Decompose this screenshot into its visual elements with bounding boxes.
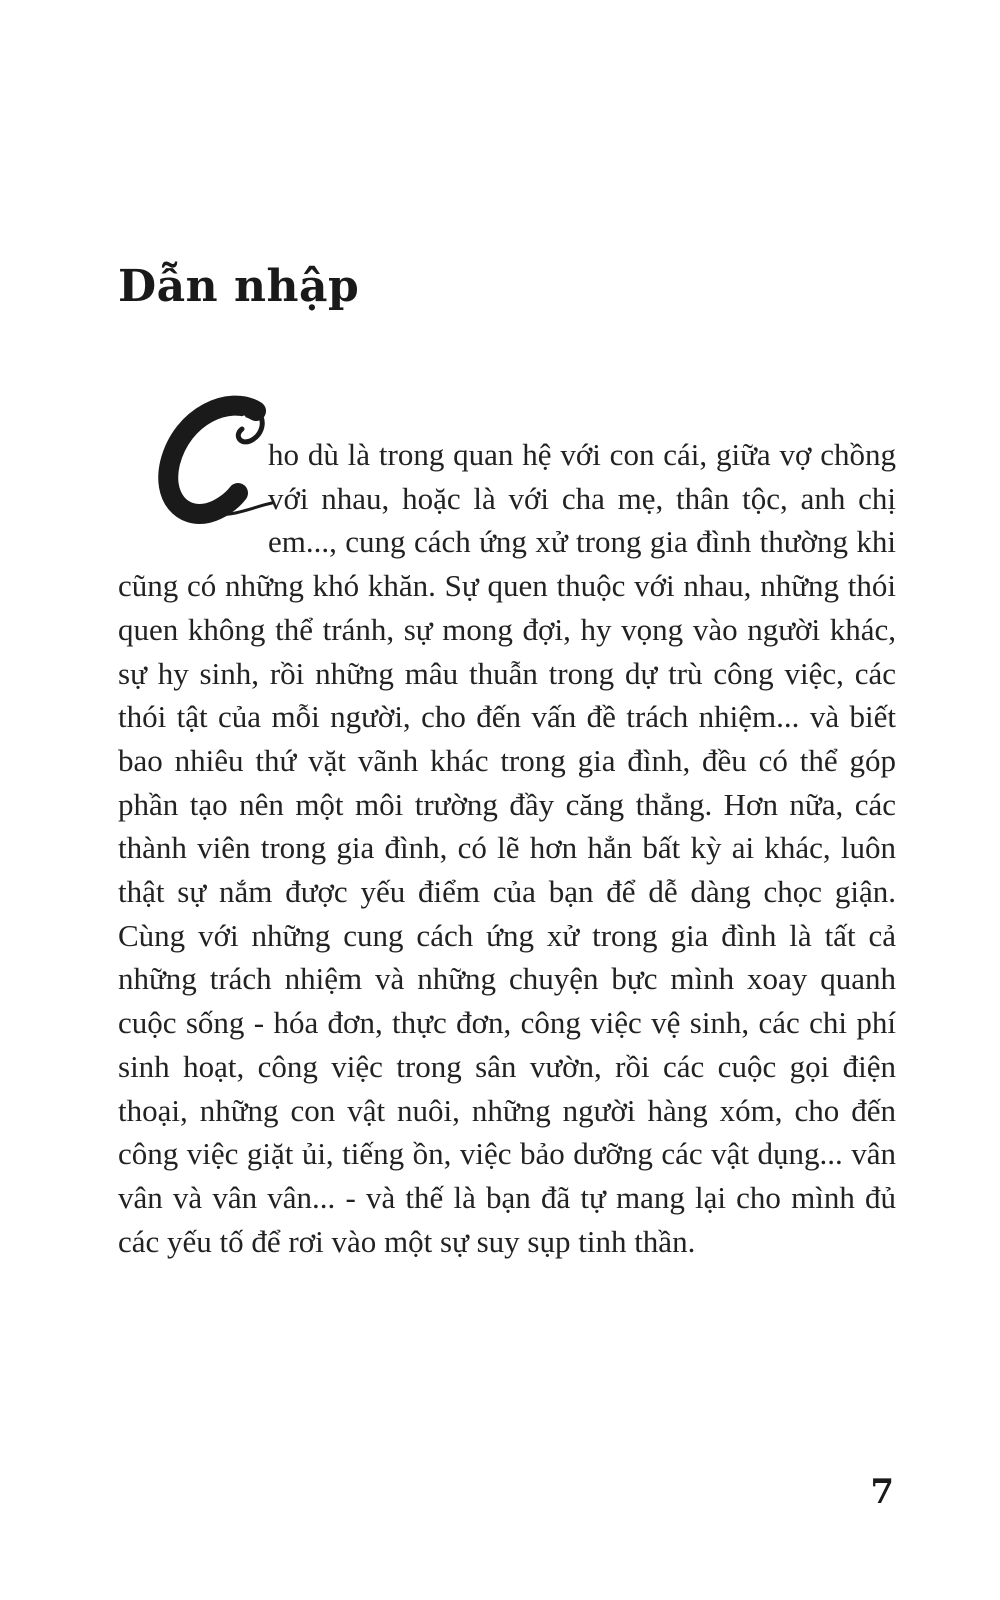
page-number: 7 [870, 1472, 894, 1512]
chapter-body [118, 433, 896, 1263]
drop-cap [118, 433, 268, 533]
chapter-title: Dẫn nhập [118, 261, 360, 312]
drop-cap-c-glyph [160, 401, 272, 529]
chapter-body-text: ho dù là trong quan hệ với con cái, giữa vợ chồng với nhau, hoặc là với cha mẹ, thân tộc, anh chị em..., cung cách ứng xử trong gia đình thường khi cũng có những khó khăn. Sự quen thuộc với nhau, những thói quen không thể tránh, sự mong đợi, hy vọng vào người khác, sự hy sinh, rồi những mâu thuẫn trong dự trù công việc, các thói tật của mỗi người, cho đến vấn đề trách nhiệm... và biết bao nhiêu thứ vặt vãnh khác trong gia đình, đều có thể góp phần tạo nên một môi trường đầy căng thẳng. Hơn nữa, các thành viên trong gia đình, có lẽ hơn hẳn bất kỳ ai khác, luôn thật sự nắm được yếu điểm của bạn để dễ dàng chọc giận. Cùng với những cung cách ứng xử trong gia đình là tất cả những trách nhiệm và những chuyện bực mình xoay quanh cuộc sống - hóa đơn, thực đơn, công việc vệ sinh, các chi phí sinh hoạt, công việc trong sân vườn, rồi các cuộc gọi điện thoại, những con vật nuôi, những người hàng xóm, cho đến công việc giặt ủi, tiếng ồn, việc bảo dưỡng các vật dụng... vân vân và vân vân... - và thế là bạn đã tự mang lại cho mình đủ các yếu tố để rơi vào một sự suy sụp tinh thần. [118, 437, 896, 1259]
